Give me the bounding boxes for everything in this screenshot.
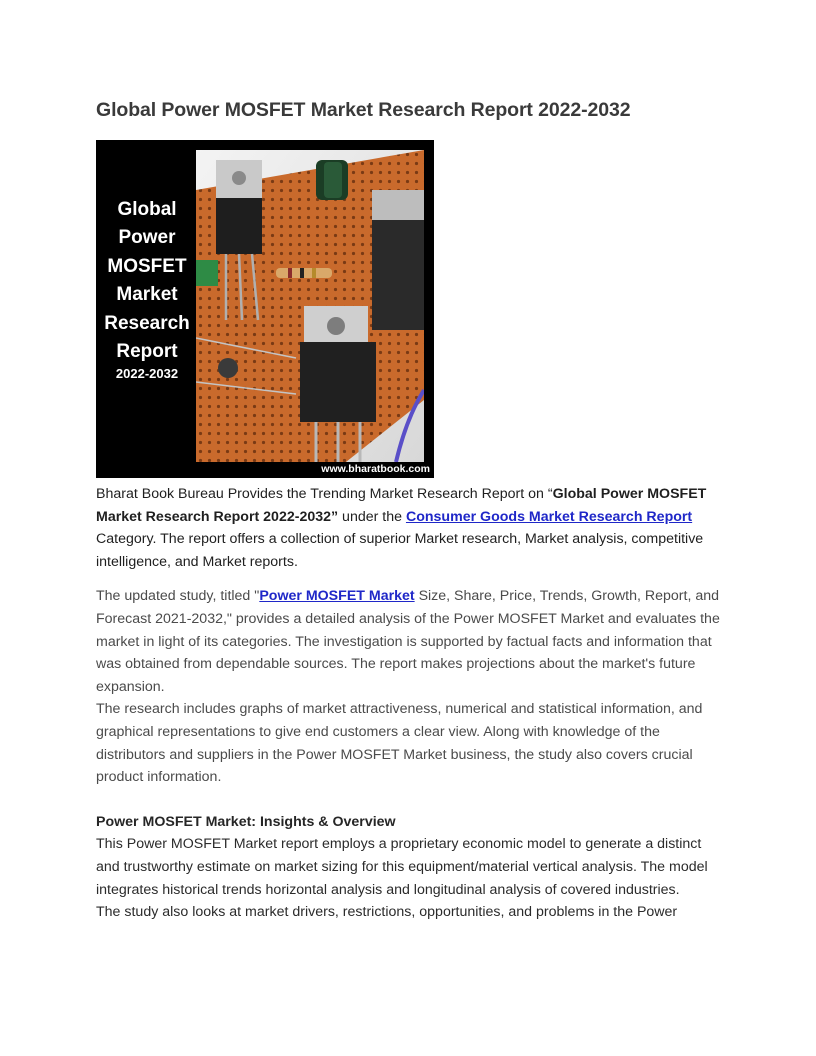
research-paragraph: The research includes graphs of market attractiveness, numerical and statistical information, and graphical representations to give end customers a clear view. Along with knowledge of the distributors and suppliers in the Power MOSFET Market business, the study also covers crucial product information.	[96, 701, 703, 786]
power-mosfet-market-link[interactable]: Power MOSFET Market	[259, 588, 415, 605]
study-paragraph: The updated study, titled "Power MOSFET Market Size, Share, Price, Trends, Growth, Report, and Forecast 2021-2032," provides a detailed analysis of the Power MOSFET Market and evaluates the market in light of its categories. The investigation is supported by factual facts and information that was obtained from dependable sources. The report makes projections about the market's future expansion.	[96, 588, 720, 695]
cover-website: www.bharatbook.com	[321, 463, 430, 475]
mosfet-circuit-photo	[196, 150, 424, 462]
drivers-paragraph: The study also looks at market drivers, restrictions, opportunities, and problems in the Power	[96, 904, 678, 921]
report-cover-image	[96, 140, 434, 478]
cover-title: Global Power MOSFET Market Research Report	[104, 199, 190, 363]
consumer-goods-report-link[interactable]: Consumer Goods Market Research Report	[405, 508, 693, 525]
insights-paragraph: This Power MOSFET Market report employs a proprietary economic model to generate a distinct and trustworthy estimate on market sizing for this equipment/material vertical analysis. The model integrates historical trends horizontal analysis and longitudinal analysis of covered industries.	[96, 836, 708, 898]
intro-paragraph: Bharat Book Bureau Provides the Trending Market Research Report on “Global Power MOSFET Market Research Report 2022-2032” under the Consumer Goods Market Research Report Category. The report offers a collection of superior Market research, Market analysis, competitive intelligence, and Market reports.	[96, 486, 707, 570]
document-page	[96, 96, 726, 924]
cover-year: 2022-2032	[115, 366, 179, 381]
page-title: Global Power MOSFET Market Research Report 2022-2032	[96, 99, 631, 121]
insights-heading: Power MOSFET Market: Insights & Overview	[96, 813, 396, 830]
